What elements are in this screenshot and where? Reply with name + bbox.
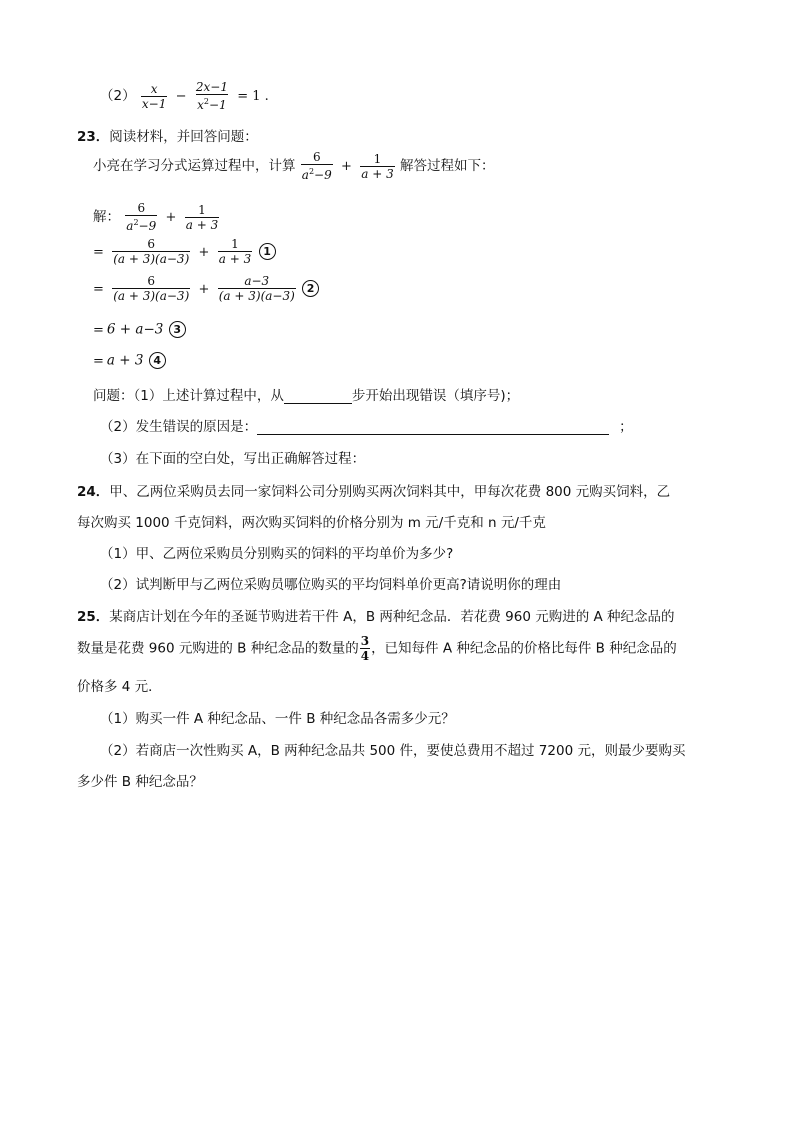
question-number: 23． xyxy=(77,129,110,145)
q23-step-2: = $\frac{6}{(a + 3)(a-3)}$ + $\frac{a-3}{(a + 3)(a-3)}$ 2 xyxy=(93,274,319,303)
answer-blank-2[interactable] xyxy=(257,434,609,435)
q25-question-2-line-1: （2）若商店一次性购买 A，B 两种纪念品共 500 件，要使总费用不超过 7200 元，则最少要购买 xyxy=(100,743,686,759)
q25-line-3: 价格多 4 元． xyxy=(77,679,162,695)
three-quarters-fraction: $\frac{3}{4}$ xyxy=(360,634,370,663)
q23-question-2: （2）发生错误的原因是： ； xyxy=(100,419,633,435)
q22-fraction-1: $\frac{x}{x-1}$ xyxy=(141,81,167,111)
q23-intro: 小亮在学习分式运算过程中，计算 $\frac{6}{a^2-9}$ + $\frac{1}{a + 3}$ 解答过程如下： xyxy=(93,150,495,182)
q23-step-1: = $\frac{6}{(a + 3)(a-3)}$ + $\frac{1}{a + 3}$ 1 xyxy=(93,237,276,266)
q23-question-1: 问题：（1）上述计算过程中，从 步开始出现错误（填序号)； xyxy=(93,388,520,404)
q24-line-1: 24．甲、乙两位采购员去同一家饲料公司分别购买两次饲料其中，甲每次花费 800 元购买饲料，乙 xyxy=(77,484,671,500)
step-mark-4: 4 xyxy=(149,352,166,369)
equals-one: = 1 . xyxy=(237,89,269,104)
q22-fraction-2: $\frac{2x-1}{x^2-1}$ xyxy=(195,80,228,112)
q23-solution-start: 解： $\frac{6}{a^2-9}$ + $\frac{1}{a + 3}$ xyxy=(93,201,219,233)
q25-line-1: 25．某商店计划在今年的圣诞节购进若干件 A，B 两种纪念品．若花费 960 元购进的 A 种纪念品的 xyxy=(77,609,675,625)
step-mark-2: 2 xyxy=(302,280,319,297)
minus-sign: − xyxy=(175,89,187,104)
step-mark-1: 1 xyxy=(259,243,276,260)
q23-step-4: = a + 3 4 xyxy=(93,352,166,369)
q24-question-2: （2）试判断甲与乙两位采购员哪位购买的平均饲料单价更高?请说明你的理由 xyxy=(100,577,562,593)
q23-question-3: （3）在下面的空白处，写出正确解答过程： xyxy=(100,451,366,467)
q25-question-1: （1）购买一件 A 种纪念品、一件 B 种纪念品各需多少元？ xyxy=(100,711,455,727)
answer-blank-1[interactable] xyxy=(284,403,352,404)
q23-intro-fraction-a: $\frac{6}{a^2-9}$ xyxy=(301,150,332,182)
q25-question-2-line-2: 多少件 B 种纪念品？ xyxy=(77,774,203,790)
q23-step-3: = 6 + a−3 3 xyxy=(93,321,186,338)
q24-question-1: （1）甲、乙两位采购员分别购买的饲料的平均单价为多少? xyxy=(100,546,454,562)
q23-intro-fraction-b: $\frac{1}{a + 3}$ xyxy=(361,151,394,181)
q22-part2-equation xyxy=(100,80,272,112)
q23-heading xyxy=(77,125,258,145)
q22-part-label: （2） xyxy=(100,88,136,104)
step-mark-3: 3 xyxy=(169,321,186,338)
q25-line-2: 数量是花费 960 元购进的 B 种纪念品的数量的 $\frac{3}{4}$ ，已知每件 A 种纪念品的价格比每件 B 种纪念品的 xyxy=(77,634,677,663)
q24-line-2: 每次购买 1000 千克饲料，两次购买饲料的价格分别为 m 元/千克和 n 元/千克 xyxy=(77,515,546,531)
question-title: 阅读材料，并回答问题： xyxy=(109,129,258,145)
